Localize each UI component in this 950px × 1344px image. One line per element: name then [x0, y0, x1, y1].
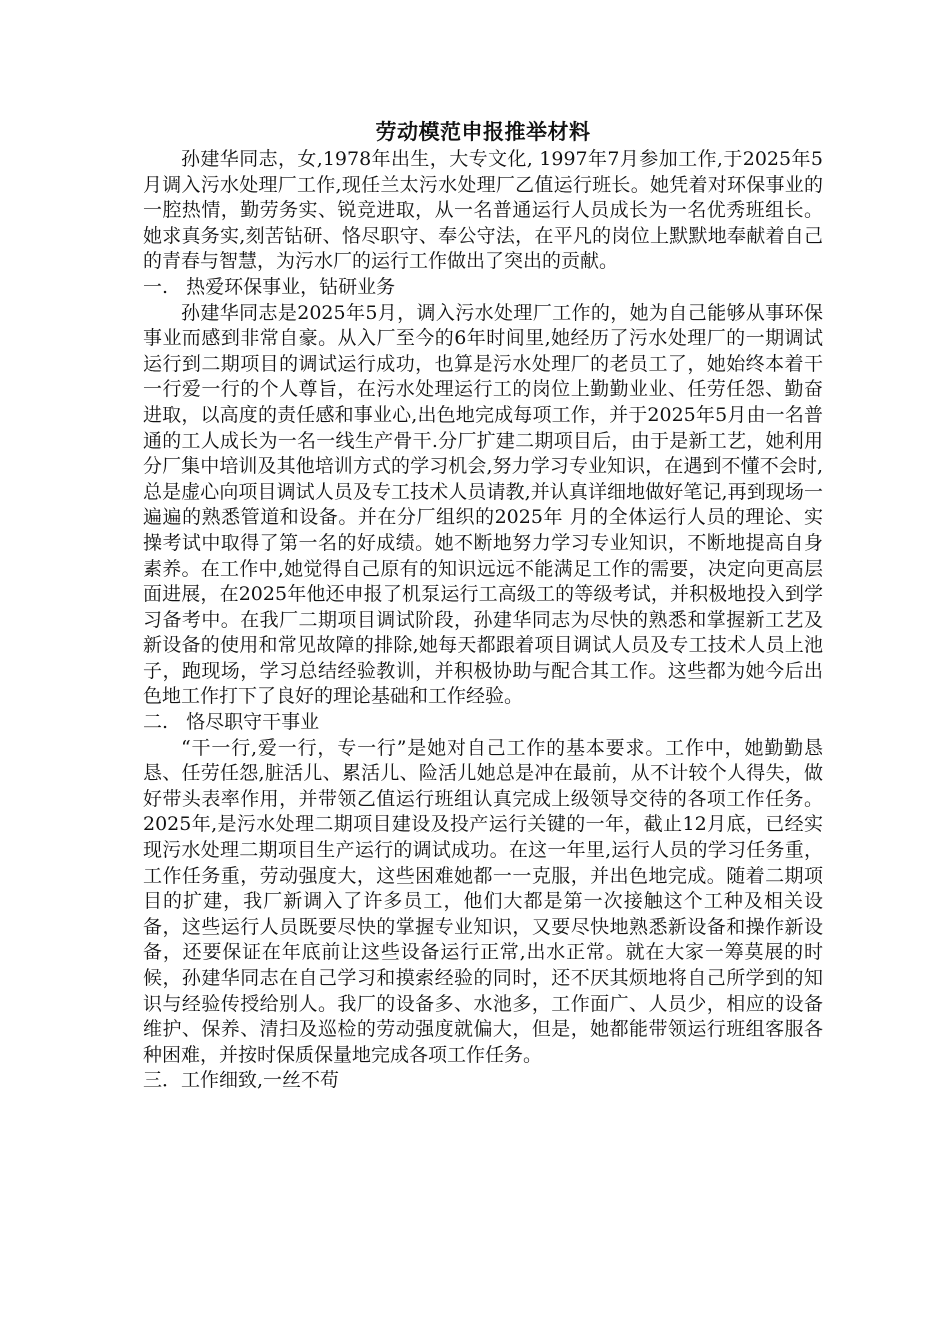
section-heading-1: 一. 热爱环保事业，钻研业务: [143, 275, 396, 298]
section-heading-3: 三．工作细致,一丝不苟: [143, 1069, 340, 1092]
document-page: [143, 119, 823, 1094]
section-heading-2: 二. 恪尽职守干事业: [143, 711, 320, 734]
section-body-2: “干一行,爱一行，专一行”是她对自己工作的基本要求。工作中，她勤勤恳恳、任劳任怨,脏活儿、累活儿、险活儿她总是冲在最前，从不计较个人得失，做好带头表率作用，并带领乙值运行班组认真完成上级领导交待的各项工作任务。2025年,是污水处理二期项目建设及投产运行关键的一年，截止12月底，已经实现污水处理二期项目生产运行的调试成功。在这一年里,运行人员的学习任务重，工作任务重，劳动强度大，这些困难她都一一克服，并出色地完成。随着二期项目的扩建，我厂新调入了许多员工，他们大都是第一次接触这个工种及相关设备，这些运行人员既要尽快的掌握专业知识，又要尽快地熟悉新设备和操作新设备，还要保证在年底前让这些设备运行正常,出水正常。就在大家一筹莫展的时候，孙建华同志在自己学习和摸索经验的同时，还不厌其烦地将自己所学到的知识与经验传授给别人。我厂的设备多、水池多，工作面广、人员少，相应的设备维护、保养、清扫及巡检的劳动强度就偏大，但是，她都能带领运行班组客服各种困难，并按时保质保量地完成各项工作任务。: [143, 736, 823, 1066]
section-body-1: 孙建华同志是2025年5月，调入污水处理厂工作的，她为自己能够从事环保事业而感到非常自豪。从入厂至今的6年时间里,她经历了污水处理厂的一期调试运行到二期项目的调试运行成功，也算是污水处理厂的老员工了，她始终本着干一行爱一行的个人尊旨，在污水处理运行工的岗位上勤勤业业、任劳任怨、勤奋进取，以高度的责任感和事业心,出色地完成每项工作，并于2025年5月由一名普通的工人成长为一名一线生产骨干.分厂扩建二期项目后，由于是新工艺，她利用分厂集中培训及其他培训方式的学习机会,努力学习专业知识，在遇到不懂不会时,总是虚心向项目调试人员及专工技术人员请教,并认真详细地做好笔记,再到现场一遍遍的熟悉管道和设备。并在分厂组织的2025年 月的全体运行人员的理论、实操考试中取得了第一名的好成绩。她不断地努力学习专业知识，不断地提高自身素养。在工作中,她觉得自己原有的知识远远不能满足工作的需要，决定向更高层面进展，在2025年他还申报了机泵运行工高级工的等级考试，并积极地投入到学习备考中。在我厂二期项目调试阶段，孙建华同志为尽快的熟悉和掌握新工艺及新设备的使用和常见故障的排除,她每天都跟着项目调试人员及专工技术人员上池子，跑现场，学习总结经验教训，并积极协助与配合其工作。这些都为她今后出色地工作打下了良好的理论基础和工作经验。: [143, 301, 823, 708]
intro-paragraph: 孙建华同志，女,1978年出生，大专文化, 1997年7月参加工作,于2025年5月调入污水处理厂工作,现任兰太污水处理厂乙值运行班长。她凭着对环保事业的一腔热情，勤劳务实、锐竞进取，从一名普通运行人员成长为一名优秀班组长。她求真务实,刻苦钻研、恪尽职守、奉公守法，在平凡的岗位上默默地奉献着自己的青春与智慧，为污水厂的运行工作做出了突出的贡献。: [143, 148, 823, 273]
document-title: 劳动模范申报推举材料: [375, 120, 591, 144]
